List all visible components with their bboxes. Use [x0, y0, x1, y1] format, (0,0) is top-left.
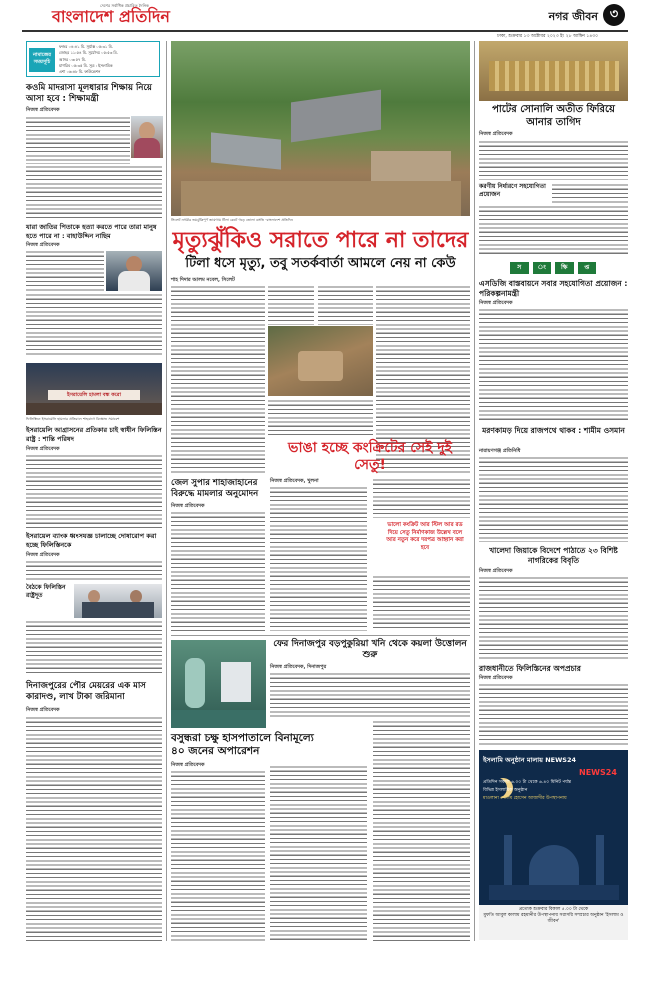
body-b2	[479, 456, 628, 542]
prayer-rows	[59, 44, 159, 75]
logo-text: বাংলাদেশ প্রতিদিন	[52, 7, 170, 26]
byline-a8: নিজস্ব প্রতিবেদক, দিনাজপুর	[270, 664, 327, 670]
body-a8	[270, 672, 470, 717]
byline-b4: নিজস্ব প্রতিবেদক	[479, 675, 513, 681]
body-a10c	[479, 205, 628, 257]
body-a7-col2	[373, 478, 470, 518]
body-b3	[479, 576, 628, 660]
photo-nasim	[106, 251, 162, 291]
body-a1b	[26, 165, 162, 219]
body-a6	[171, 511, 265, 631]
body-b4	[479, 683, 628, 745]
headline-main: মৃত্যুঝুঁকিও সরাতে পারে না তাদের	[172, 228, 469, 253]
prayer-row: ফজর ০৪:৪১ মি. সূর্যাস্ত ০৫:৩১ মি.	[59, 44, 113, 49]
headline-a9: বসুন্ধরা চক্ষু হাসপাতালে বিনামূল্যে ৪০ জনের অপারেশন	[171, 732, 314, 757]
ad-line3: মাওলানা সেলিম হোসেন আজাদীর উপস্থাপনায়	[483, 796, 567, 801]
byline-a3: নিজস্ব প্রতিবেদক	[26, 446, 60, 452]
body-a2b	[26, 293, 162, 357]
headline-a8: ফের দিনাজপুর বড়পুকুরিয়া খনি থেকে কয়লা উত্তোলন শুরু	[273, 639, 467, 660]
page-date: ঢাকা, শুক্রবার ১৩ অক্টোবর ২০২৩ ইং ২৮ আশ্বিন ১৪৩০	[497, 34, 598, 39]
headline-a3: ইসরায়েলি আগ্রাসনের প্রতিকার চাই স্বাধীন ফিলিস্তিন রাষ্ট্র : শান্তি পরিষদ	[26, 426, 162, 443]
pullquote-a7: ভালো কংক্রিট আর স্টিল আর রড দিয়ে সেতু নির্মাণকাজ উল্লেখ বলে আর নতুন করে দরপত্র আহ্বান করা হবে	[386, 522, 464, 551]
pullbox-a4: বৈঠকে ফিলিস্তিন রাষ্ট্রদূত	[26, 584, 66, 599]
masthead	[0, 0, 650, 39]
prayer-row: জোহর ১১:৫৪ মি. সূর্যোদয় ০৫:৫৩ মি.	[59, 50, 118, 56]
prayer-row: আসর ০৩:৫৭ মি.	[59, 56, 86, 62]
section-label: নগর জীবন	[548, 10, 598, 23]
ad-mosque-illustration	[489, 830, 619, 900]
body-a2	[26, 250, 104, 292]
headline-b2: মরণকামড় দিয়ে রাজপথে থাকব : শামীম ওসমান	[482, 426, 625, 435]
ad-brand: NEWS24	[579, 768, 617, 777]
headline-a10: পাটের সোনালি অতীত ফিরিয়ে আনার তাগিদ	[492, 104, 615, 128]
byline-a4: নিজস্ব প্রতিবেদক	[26, 552, 60, 558]
body-a1	[26, 116, 130, 164]
photo-caption-a3: ফিলিস্তিনে ইসরায়েলি হামলার প্রতিবাদে শাহবাগে বিক্ষোভ সমাবেশ	[26, 417, 120, 421]
body-a9-col2	[270, 765, 367, 942]
body-a9-col1	[171, 770, 265, 942]
ad-line2: বিভিন্ন ইসলামিক অনুষ্ঠান	[483, 788, 528, 793]
ad-line5: মুফতি আবুল কালাম রহমানীর উপস্থাপনায় সরাসরি সম্প্রচার অনুষ্ঠান 'ইসলাম ও জীবন'	[483, 913, 624, 924]
body-a4	[26, 560, 162, 582]
photo-hospital	[171, 640, 266, 728]
column-divider	[474, 41, 475, 941]
body-main-col3	[318, 285, 373, 325]
photo-protest	[26, 363, 162, 415]
body-a8-col2	[373, 720, 470, 942]
photo-mud	[268, 326, 373, 396]
headline-a1: কওমি মাদরাসা মূলধারার শিক্ষায় নিয়ে আসা হবে : শিক্ষামন্ত্রী	[26, 83, 152, 104]
brief-letter: স	[510, 262, 529, 274]
prayer-row: এশা ০৬:৪৮ মি. ফাউন্ডেশন	[59, 69, 101, 75]
byline-main: শাহ দিদার আলম নবেল, সিলেট	[171, 277, 235, 283]
body-a5	[26, 716, 162, 942]
news24-ad	[479, 750, 628, 940]
pullquote-a10: করণীয় নির্ধারণে সহযোগিতা প্রয়োজন	[479, 183, 546, 198]
ad-line1: প্রতিদিন সকাল ৬.০০ টা থেকে ৬.৪০ মিনিট পর্যন্ত	[483, 780, 571, 785]
protest-banner: ইসরায়েলি হামলা বন্ধ করো	[48, 390, 140, 400]
body-main-col2	[268, 285, 314, 325]
brief-letter: প্ত	[578, 262, 597, 274]
prayer-box	[26, 41, 160, 77]
photo-hills	[171, 41, 470, 216]
headline-a6: জেল সুপার শাহাজাহানের বিরুদ্ধে মামলার অনুমোদন	[171, 478, 259, 499]
byline-a10: নিজস্ব প্রতিবেদক	[479, 131, 513, 137]
ad-line4: প্রত্যেক শুক্রবার বিকাল ৫.০০ টা থেকে	[518, 907, 589, 912]
byline-b3: নিজস্ব প্রতিবেদক	[479, 568, 513, 574]
headline-a7: ভাঙা হচ্ছে কংক্রিটের সেই দুই সেতু!	[288, 440, 452, 473]
photo-caption-main: সিলেট নগরীর ভয়ঝুঁকিপূর্ণ জায়গায় টিলা কেটে গড়ে তোলা বসতি -বাংলাদেশ প্রতিদিন	[171, 218, 293, 222]
body-main-col1	[171, 285, 265, 475]
body-b1	[479, 308, 628, 420]
byline-b2: নারায়ণগঞ্জ প্রতিনিধি	[479, 448, 521, 454]
subheadline-main: টিলা ধসে মৃত্যু, তবু সতর্কবার্তা আমলে নেয় না কেউ	[185, 256, 456, 271]
ad-bottom-band	[479, 905, 628, 940]
byline-a9: নিজস্ব প্রতিবেদক	[171, 762, 205, 768]
body-a7-col1	[270, 486, 367, 631]
masthead-tagline: দেশের সর্বাধিক প্রচারিত দৈনিক	[100, 3, 149, 8]
prayer-title: নামাজের সময়সূচি	[29, 48, 55, 72]
headline-b4: রাজধানীতে ফিলিস্তিনের অপপ্রচার	[479, 664, 581, 673]
divider-center	[171, 635, 470, 636]
body-main-col2b	[268, 399, 373, 437]
body-a4b	[26, 620, 162, 676]
ad-headline: ইসলামি অনুষ্ঠান মালায় NEWS24	[483, 756, 576, 764]
body-a10b	[552, 183, 628, 203]
page-number: ৩	[603, 4, 625, 26]
headline-b3: খালেদা জিয়াকে বিদেশে পাঠাতে ২৩ বিশিষ্ট নাগরিকের বিবৃতি	[489, 546, 618, 565]
photo-jute	[479, 41, 628, 101]
masthead-rule	[22, 30, 628, 32]
brief-letter: ক্ষি	[555, 262, 574, 274]
body-a7-col2b	[373, 575, 470, 631]
brief-letter: ং	[533, 262, 552, 274]
column-divider	[166, 41, 167, 941]
logo	[52, 3, 197, 29]
byline-a5: নিজস্ব প্রতিবেদক	[26, 707, 60, 713]
headline-b1: এসডিজি বাস্তবায়নে সবার সহযোগিতা প্রয়োজন : পরিকল্পনামন্ত্রী	[479, 279, 628, 298]
headline-a5: দিনাজপুরের পৌর মেয়রের এক মাস কারাদণ্ড, লাখ টাকা জরিমানা	[26, 681, 146, 702]
byline-a1: নিজস্ব প্রতিবেদক	[26, 107, 60, 113]
headline-a2: যারা জাতির পিতাকে হত্যা করতে পারে তারা মানুষ হতে পারে না : বাহাউদ্দিন নাছিম	[26, 223, 157, 240]
byline-a7: নিজস্ব প্রতিবেদক, খুলনা	[270, 478, 319, 484]
photo-ambassador	[74, 584, 162, 618]
byline-b1: নিজস্ব প্রতিবেদক	[479, 300, 513, 306]
byline-a6: নিজস্ব প্রতিবেদক	[171, 503, 205, 509]
body-a10	[479, 140, 628, 180]
brief-header	[510, 262, 596, 274]
prayer-row: মাগরিব ০৫:৩৫ মি. সূত্র : ইসলামিক	[59, 62, 113, 68]
photo-minister	[131, 116, 163, 158]
byline-a2: নিজস্ব প্রতিবেদক	[26, 242, 60, 248]
headline-a4: ইসরায়েল ব্যাংক ধ্বংসযজ্ঞ চালাচ্ছে দোষারোপ করা হচ্ছে ফিলিস্তিনকে	[26, 532, 157, 549]
body-a3	[26, 454, 162, 528]
